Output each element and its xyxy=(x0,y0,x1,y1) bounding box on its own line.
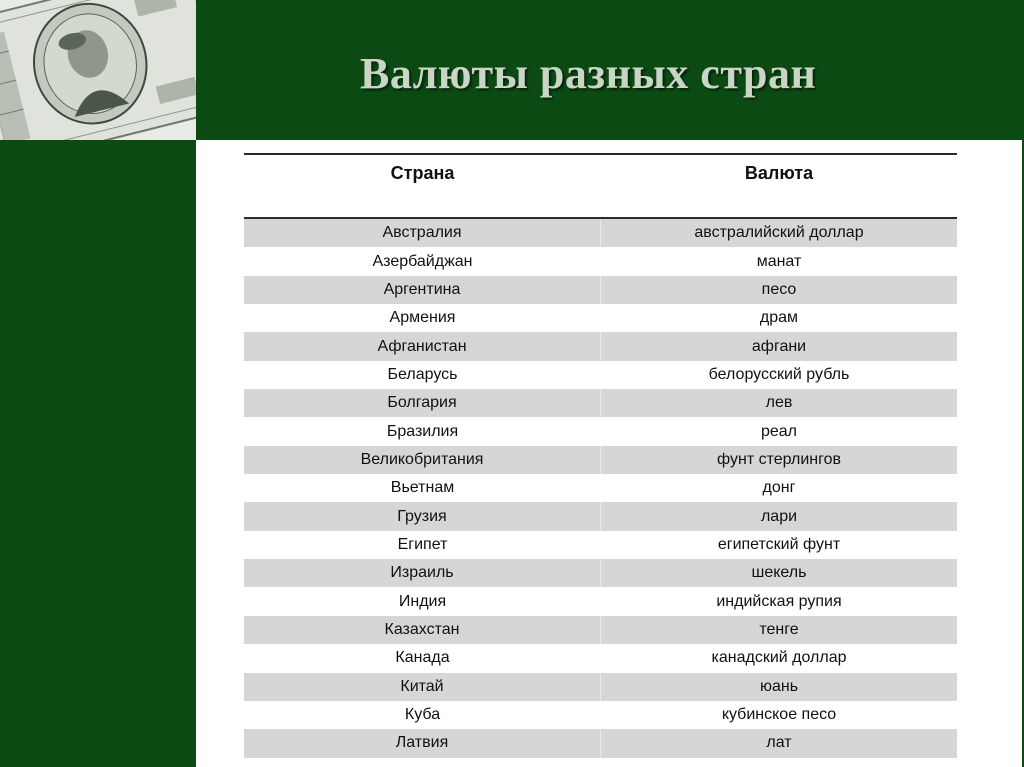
table-row xyxy=(244,502,957,530)
cell-country: Куба xyxy=(404,706,441,724)
left-band xyxy=(0,140,196,767)
table-row xyxy=(244,701,957,729)
table-row xyxy=(244,474,957,502)
table-row xyxy=(244,332,957,360)
cell-currency: донг xyxy=(762,479,796,497)
table-row xyxy=(244,673,957,701)
cell-currency: лев xyxy=(765,394,793,412)
table-row xyxy=(244,446,957,474)
cell-currency: лари xyxy=(760,507,798,525)
table-row xyxy=(244,276,957,304)
table-row xyxy=(244,559,957,587)
cell-currency: австралийский доллар xyxy=(694,224,864,242)
cell-country: Армения xyxy=(389,309,456,327)
cell-country: Великобритания xyxy=(244,446,601,474)
cell-country: Болгария xyxy=(244,389,601,417)
cell-country: Казахстан xyxy=(244,616,601,644)
dollar-banknote-icon xyxy=(0,0,196,140)
table-row xyxy=(244,729,957,757)
table-body xyxy=(244,219,957,758)
cell-currency: белорусский рубль xyxy=(708,365,850,383)
cell-country: Вьетнам xyxy=(390,479,455,497)
header-currency: Валюта xyxy=(744,163,814,183)
cell-currency: канадский доллар xyxy=(711,649,847,667)
cell-currency: юань xyxy=(759,677,799,695)
header-country: Страна xyxy=(390,163,455,183)
cell-currency: афгани xyxy=(751,337,807,355)
table-row xyxy=(244,389,957,417)
cell-country: Китай xyxy=(244,673,601,701)
table-row xyxy=(244,616,957,644)
page-title: Валюты разных стран xyxy=(360,49,817,98)
cell-country: Индия xyxy=(398,592,447,610)
table-row xyxy=(244,644,957,672)
table-row xyxy=(244,304,957,332)
cell-country: Беларусь xyxy=(387,365,458,383)
cell-currency: кубинское песо xyxy=(721,706,837,724)
table-row xyxy=(244,531,957,559)
table-row xyxy=(244,361,957,389)
cell-country: Австралия xyxy=(244,219,601,247)
cell-currency: драм xyxy=(759,309,799,327)
cell-country: Латвия xyxy=(244,729,601,757)
cell-country: Азербайджан xyxy=(372,252,473,270)
table-row xyxy=(244,587,957,615)
cell-country: Египет xyxy=(397,535,448,553)
cell-country: Грузия xyxy=(244,502,601,530)
cell-currency: лат xyxy=(766,734,792,752)
cell-currency: шекель xyxy=(751,564,807,582)
cell-country: Израиль xyxy=(244,559,601,587)
table-row xyxy=(244,417,957,445)
cell-country: Аргентина xyxy=(244,276,601,304)
currency-table xyxy=(244,153,957,758)
table-header-row xyxy=(244,155,957,219)
cell-currency: тенге xyxy=(759,620,799,638)
cell-currency: песо xyxy=(761,280,797,298)
table-row xyxy=(244,219,957,247)
cell-currency: египетский фунт xyxy=(717,535,841,553)
cell-currency: индийская рупия xyxy=(716,592,842,610)
table-row xyxy=(244,247,957,275)
cell-country: Бразилия xyxy=(386,422,459,440)
cell-currency: манат xyxy=(756,252,802,270)
cell-currency: фунт стерлингов xyxy=(717,450,841,468)
cell-country: Афганистан xyxy=(244,332,601,360)
cell-country: Канада xyxy=(395,649,450,667)
cell-currency: реал xyxy=(760,422,798,440)
